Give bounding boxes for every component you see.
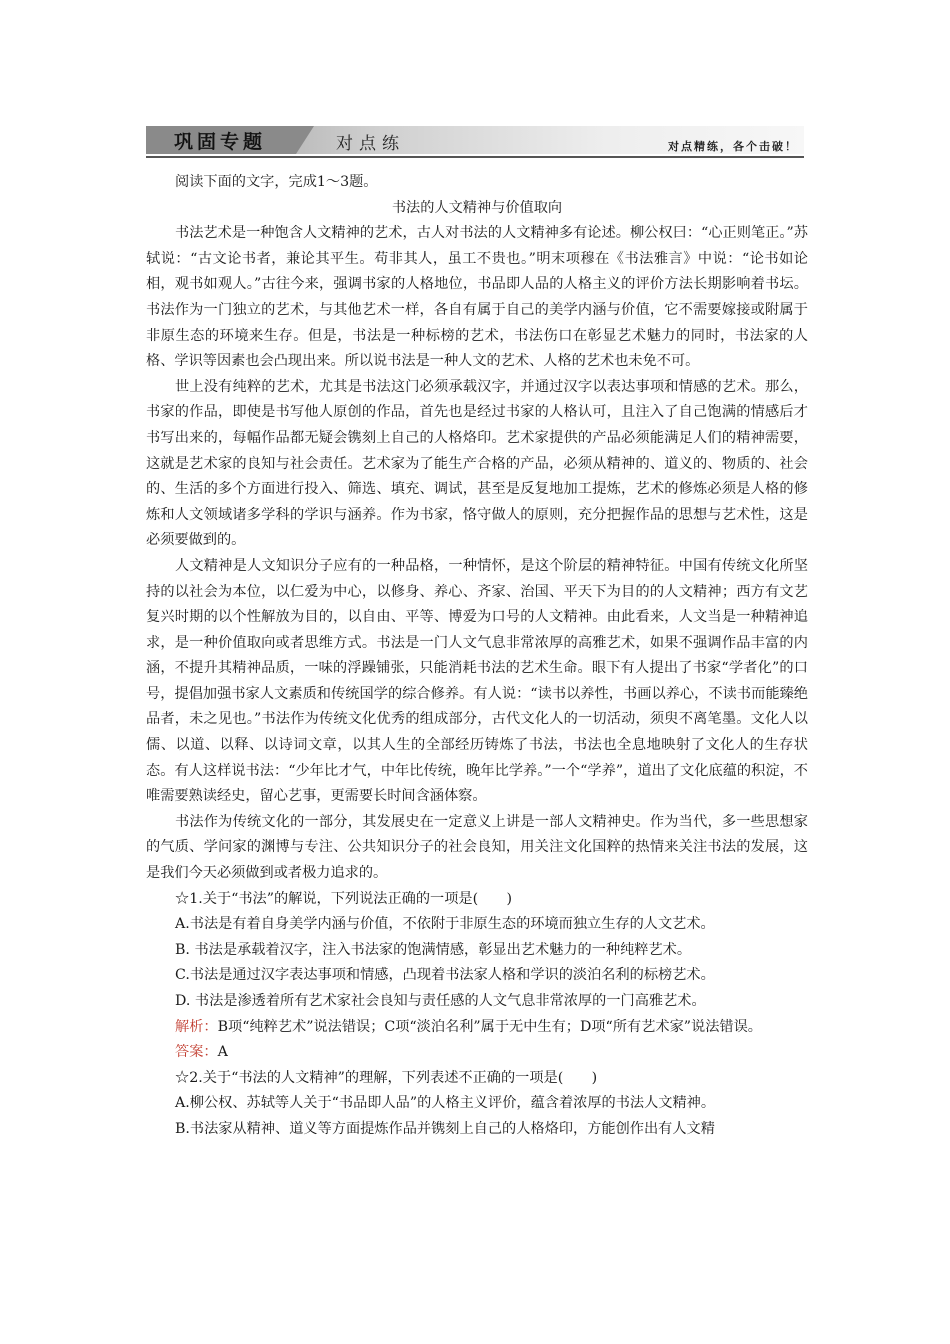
section-banner bbox=[146, 126, 804, 158]
banner-slogan: 对点精练，各个击破！ bbox=[668, 140, 798, 153]
question-1-answer bbox=[146, 1040, 808, 1066]
article-paragraph-3: 人文精神是人文知识分子应有的一种品格，一种情怀，是这个阶层的精神特征。中国有传统文化所坚持的以社会为本位，以仁爱为中心，以修身、养心、齐家、治国、平天下为目的的人文精神；西方有文艺复兴时期的以个性解放为目的，以自由、平等、博爱为口号的人文精神。由此看来，人文当是一种精神追求，是一种价值取向或者思维方式。书法是一门人文气息非常浓厚的高雅艺术，如果不强调作品丰富的内涵，不提升其精神品质，一味的浮躁铺张，只能消耗书法的艺术生命。眼下有人提出了书家“学者化”的口号，提倡加强书家人文素质和传统国学的综合修养。有人说：“读书以养性，书画以养心，不读书而能臻绝品者，未之见也。”书法作为传统文化优秀的组成部分，古代文化人的一切活动，须臾不离笔墨。文化人以儒、以道、以释、以诗词文章，以其人生的全部经历铸炼了书法，书法也全息地映射了文化人的生存状态。有人这样说书法：“少年比才气，中年比传统，晚年比学养。”一个“学养”，道出了文化底蕴的积淀，不唯需要熟读经史，留心艺事，更需要长时间含涵体察。 bbox=[146, 557, 808, 805]
analysis-text: B项“纯粹艺术”说法错误；C项“淡泊名利”属于无中生有；D项“所有艺术家”说法错误。 bbox=[217, 1018, 762, 1035]
article-paragraph-1: 书法艺术是一种饱含人文精神的艺术，古人对书法的人文精神多有论述。柳公权曰：“心正则笔正。”苏轼说：“古文论书者，兼论其平生。苟非其人，虽工不贵也。”明末项穆在《书法雅言》中说：“论书如论相，观书如观人。”古往今来，强调书家的人格地位，书品即人品的人格主义的评价方法长期影响着书坛。书法作为一门独立的艺术，与其他艺术一样，各自有属于自己的美学内涵与价值，它不需要嫁接或附属于非原生态的环境来生存。但是，书法是一种标榜的艺术，书法伤口在彰显艺术魅力的同时，书法家的人格、学识等因素也会凸现出来。所以说书法是一种人文的艺术、人格的艺术也未免不可。 bbox=[146, 225, 808, 370]
article-title: 书法的人文精神与价值取向 bbox=[391, 199, 563, 216]
answer-text: A bbox=[217, 1044, 228, 1061]
banner-underline bbox=[146, 156, 804, 158]
article-paragraph-2: 世上没有纯粹的艺术，尤其是书法这门必须承载汉字，并通过汉字以表达事项和情感的艺术。那么，书家的作品，即使是书写他人原创的作品，首先也是经过书家的人格认可，且注入了自己饱满的情感后才书写出来的，每幅作品都无疑会镌刻上自己的人格烙印。艺术家提供的产品必须能满足人们的精神需要，这就是艺术家的良知与社会责任。艺术家为了能生产合格的产品，必须从精神的、道义的、物质的、社会的、生活的多个方面进行投入、筛选、填充、调试，甚至是反复地加工提炼，艺术的修炼必须是人格的修炼和人文领域诸多学科的学识与涵养。作为书家，恪守做人的原则，充分把握作品的思想与艺术性，这是必须要做到的。 bbox=[146, 378, 808, 549]
document-body bbox=[146, 170, 808, 1143]
banner-notch bbox=[296, 126, 314, 154]
question-1-option-d: D. 书法是渗透着所有艺术家社会良知与责任感的人文气息非常浓厚的一门高雅艺术。 bbox=[175, 993, 706, 1009]
question-1-option-b: B. 书法是承载着汉字，注入书法家的饱满情感，彰显出艺术魅力的一种纯粹艺术。 bbox=[175, 941, 692, 958]
question-2-option-b: B.书法家从精神、道义等方面提炼作品并镌刻上自己的人格烙印，方能创作出有人文精 bbox=[175, 1120, 715, 1137]
question-2-stem: ☆2.关于“书法的人文精神”的理解，下列表述不正确的一项是( ) bbox=[175, 1069, 598, 1086]
answer-label: 答案： bbox=[175, 1044, 218, 1061]
banner-title: 巩固专题 bbox=[174, 131, 267, 153]
question-1-option-a: A.书法是有着自身美学内涵与价值，不依附于非原生态的环境而独立生存的人文艺术。 bbox=[175, 916, 715, 933]
reading-instruction: 阅读下面的文字，完成1～3题。 bbox=[175, 174, 378, 190]
question-1-analysis bbox=[146, 1015, 808, 1041]
analysis-label: 解析： bbox=[175, 1018, 218, 1035]
question-1-option-c: C.书法是通过汉字表达事项和情感，凸现着书法家人格和学识的淡泊名利的标榜艺术。 bbox=[175, 967, 715, 984]
question-1-stem: ☆1.关于“书法”的解说，下列说法正确的一项是( ) bbox=[175, 890, 513, 907]
question-2-option-a: A.柳公权、苏轼等人关于“书品即人品”的人格主义评价，蕴含着浓厚的书法人文精神。 bbox=[175, 1095, 716, 1112]
article-paragraph-4: 书法作为传统文化的一部分，其发展史在一定意义上讲是一部人文精神史。作为当代，多一些思想家的气质、学问家的渊博与专注、公共知识分子的社会良知，用关注文化国粹的热情来关注书法的发展，这是我们今天必须做到或者极力追求的。 bbox=[146, 813, 808, 882]
banner-subtitle: 对点练 bbox=[336, 134, 405, 154]
